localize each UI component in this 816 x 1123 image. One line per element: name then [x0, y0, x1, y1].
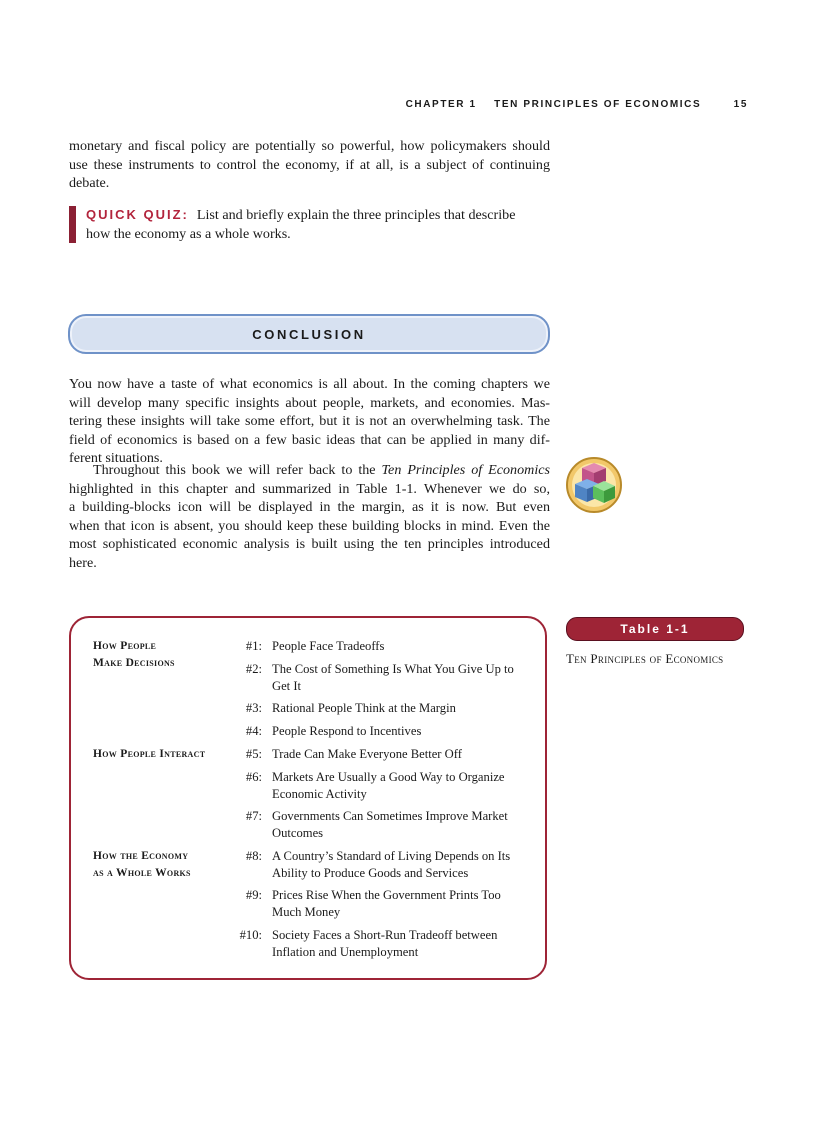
group-label-decisions — [93, 638, 175, 672]
group-label-economy — [93, 848, 191, 882]
intro-paragraph — [69, 137, 550, 193]
page-number: 15 — [733, 99, 748, 110]
principle-number: #6: — [245, 770, 262, 784]
principle-number: #1: — [245, 639, 262, 653]
principle-number: #9: — [245, 888, 262, 902]
group-label-line: How People — [93, 640, 157, 652]
text-line: will develop many specific insights about people, markets, and economies. Mas- — [69, 394, 550, 411]
principle-number: #10: — [239, 928, 262, 942]
principle-text-line: Governments Can Sometimes Improve Market — [272, 809, 508, 823]
principle-text-line: Markets Are Usually a Good Way to Organize — [272, 770, 505, 784]
text-line: here. — [69, 554, 97, 571]
text-line: field of economics is based on a few basic ideas that can be applied in many dif- — [69, 431, 550, 448]
text-line: a building-blocks icon will be displayed in the margin, as it is now. But even — [69, 499, 550, 516]
chapter-title: TEN PRINCIPLES OF ECONOMICS — [494, 99, 702, 110]
text-line: monetary and fiscal policy are potentially so powerful, how policymakers should — [69, 138, 550, 154]
text-line: ferent situations. — [69, 450, 163, 467]
principle-text-line: Society Faces a Short-Run Tradeoff between — [272, 928, 498, 942]
text-line: most sophisticated economic analysis is built using the ten principles introduced — [69, 536, 550, 553]
quick-quiz-text-2: how the economy as a whole works. — [86, 225, 291, 242]
conclusion-paragraph-1 — [69, 375, 550, 468]
conclusion-paragraph-2 — [69, 461, 550, 573]
quick-quiz — [69, 206, 556, 243]
principle-text: Trade Can Make Everyone Better Off — [272, 747, 462, 761]
principle-number: #2: — [245, 662, 262, 676]
table-caption: Ten Principles of Economics — [566, 651, 724, 666]
principle-text — [272, 887, 532, 921]
text-line: use these instruments to control the economy, if at all, is a subject of continuing — [69, 156, 550, 173]
principle-text-line: Inflation and Unemployment — [272, 945, 419, 959]
principle-text — [272, 769, 532, 803]
principle-number: #7: — [245, 809, 262, 823]
principle-text-line: Outcomes — [272, 826, 324, 840]
text-line — [69, 461, 550, 480]
principle-text: People Respond to Incentives — [272, 724, 422, 738]
table-tab — [566, 617, 744, 641]
section-title: CONCLUSION — [252, 326, 366, 342]
principle-text: People Face Tradeoffs — [272, 639, 385, 653]
principle-text — [272, 927, 532, 961]
principle-text-line: Economic Activity — [272, 787, 367, 801]
principle-number: #8: — [245, 849, 262, 863]
text-run: Throughout this book we will refer back to the — [93, 462, 382, 478]
principle-text-line: Much Money — [272, 905, 341, 919]
table-number: Table 1-1 — [620, 622, 690, 636]
principle-text-line: Ability to Produce Goods and Services — [272, 866, 469, 880]
text-line: You now have a taste of what economics is all about. In the coming chapters we — [69, 376, 550, 392]
principle-number: #5: — [245, 747, 262, 761]
text-line: when that icon is absent, you should keep these building blocks in mind. Even the — [69, 517, 550, 534]
conclusion-banner — [68, 314, 550, 354]
principle-number: #4: — [245, 724, 262, 738]
principle-text: Rational People Think at the Margin — [272, 701, 456, 715]
group-label-line: as a Whole Works — [93, 867, 191, 879]
book-title: Ten Principles of Economics — [381, 462, 550, 478]
quick-quiz-text: List and briefly explain the three principles that describe — [196, 207, 516, 223]
principle-text — [272, 661, 532, 695]
group-label-interact: How People Interact — [93, 748, 206, 760]
principle-text — [272, 848, 532, 882]
quick-quiz-label: QUICK QUIZ: — [86, 207, 189, 222]
chapter-label: CHAPTER 1 — [405, 99, 477, 110]
building-blocks-icon — [565, 456, 623, 519]
running-head — [406, 99, 748, 110]
text-line: tering these insights will take some effort, but it is not an overwhelming task. The — [69, 413, 550, 430]
principle-text-line: Prices Rise When the Government Prints Too — [272, 888, 501, 902]
group-label-line: Make Decisions — [93, 657, 175, 669]
principle-text-line: Get It — [272, 679, 302, 693]
principle-text-line: The Cost of Something Is What You Give Up to — [272, 662, 514, 676]
group-label-line: How the Economy — [93, 850, 189, 862]
principle-text — [272, 808, 532, 842]
text-line: highlighted in this chapter and summarized in Table 1-1. Whenever we do so, — [69, 480, 550, 497]
principle-number: #3: — [245, 701, 262, 715]
principle-text-line: A Country’s Standard of Living Depends on Its — [272, 849, 511, 863]
text-line: debate. — [69, 175, 110, 192]
